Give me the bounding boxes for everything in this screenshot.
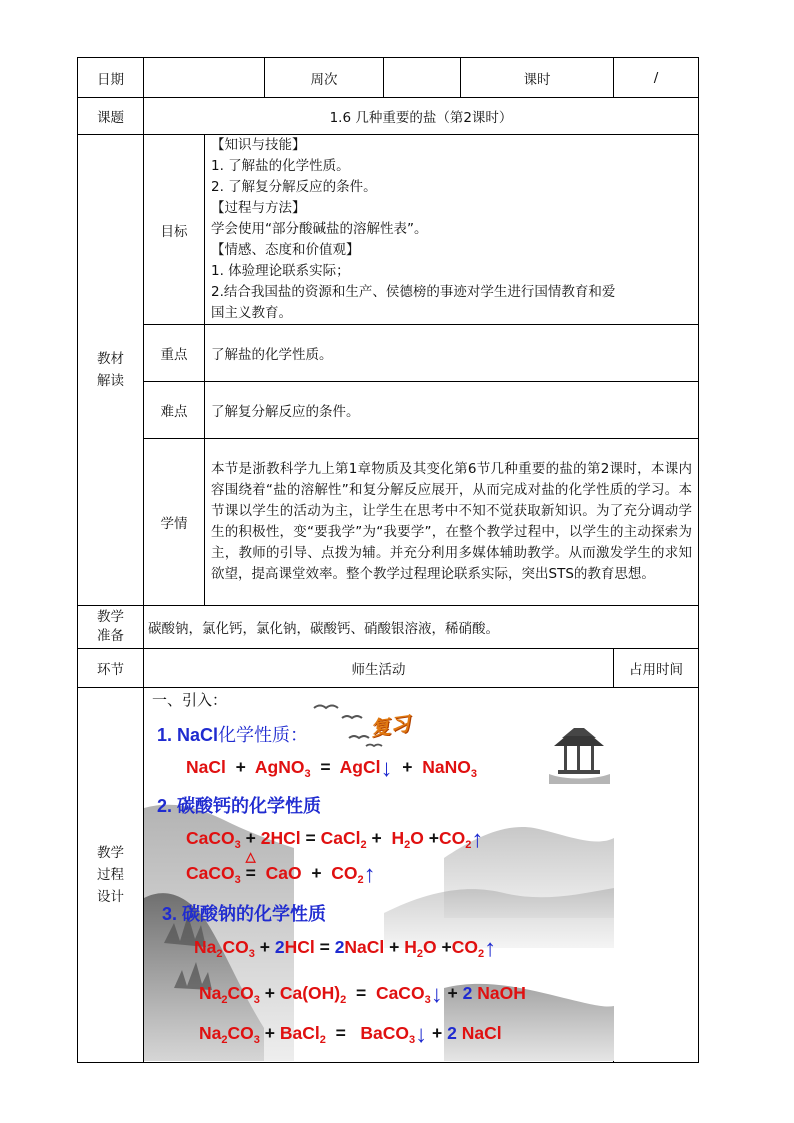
heading-na2co3: 3. 碳酸钠的化学性质 (162, 904, 327, 924)
preparation-label-line-2: 准备 (97, 628, 124, 644)
analysis-label-line-1: 教材 (97, 351, 124, 367)
key-point-value: 了解盐的化学性质。 (205, 325, 699, 382)
objective-line: 2. 了解复分解反应的条件。 (211, 179, 377, 195)
up-arrow-icon: ↑ (363, 861, 376, 888)
down-arrow-icon: ↓ (430, 981, 443, 1008)
heading-1-number: 1. (157, 725, 173, 745)
difficulty-value: 了解复分解反应的条件。 (205, 382, 699, 439)
sections-header-row (78, 649, 699, 688)
difficulty-row (78, 382, 699, 439)
process-row (78, 688, 699, 1063)
equation-caco3-hcl: CaCO$_3$ + 2HCl = CaCl$_2$ + $H_2O$ $+CO_2↑$ (186, 826, 484, 853)
analysis-label-line-2: 解读 (97, 373, 124, 389)
down-arrow-icon: ↓ (380, 755, 393, 782)
students-label: 学情 (144, 439, 205, 606)
difficulty-label: 难点 (144, 382, 205, 439)
objective-line: 【过程与方法】 (211, 200, 306, 216)
review-stamp: 复习 (368, 711, 412, 741)
bird-icon (314, 706, 338, 709)
preparation-label-line-1: 教学 (97, 609, 124, 625)
key-point-label: 重点 (144, 325, 205, 382)
up-arrow-icon: ↑ (471, 826, 484, 853)
objectives-content (205, 135, 699, 325)
week-label: 周次 (265, 58, 384, 98)
objective-line: 2.结合我国盐的资源和生产、侯德榜的事迹对学生进行国情教育和爱 (211, 284, 616, 300)
header-row (78, 58, 699, 98)
lesson-slide (144, 688, 614, 1061)
objective-line: 1. 了解盐的化学性质。 (211, 158, 350, 174)
period-label: 课时 (461, 58, 614, 98)
analysis-group-label (78, 135, 144, 606)
pavilion-icon (549, 728, 610, 784)
up-arrow-icon: ↑ (484, 935, 497, 962)
objectives-label: 目标 (144, 135, 205, 325)
heading-1-text: 化学性质： (218, 725, 309, 746)
date-label: 日期 (78, 58, 144, 98)
lesson-plan-table (77, 57, 699, 1063)
preparation-row (78, 606, 699, 649)
students-value: 本节是浙教科学九上第1章物质及其变化第6节几种重要的盐的第2课时，本课内容围绕着“盐的溶解性”和复分解反应展开，从而完成对盐的化学性质的学习。本节课以学生的活动为主，让学生在思考中不知不觉获取新知识。为了充分调动学生的积极性，变“要我学”为“我要学”，在整个教学过程中，以学生的主动探索为主，教师的引导、点拨为辅。并充分利用多媒体辅助教学。从而激发学生的求知欲望，提高课堂效率。整个教学过程理论联系实际，突出STS的教育思想。 (205, 439, 699, 606)
time-col-label: 占用时间 (614, 649, 699, 688)
activity-col-label: 师生活动 (144, 649, 614, 688)
intro-heading: 一、引入： (152, 691, 228, 709)
process-label-line-1: 教学 (97, 845, 124, 861)
heading-nacl (157, 721, 308, 747)
equation-nacl-agno3: NaCl + AgNO$_3$ = AgCl↓ + NaNO$_3$ (186, 755, 477, 782)
heat-symbol: △ (245, 849, 256, 864)
activity-cell (144, 688, 614, 1063)
preparation-label (78, 606, 144, 649)
objective-line: 国主义教育。 (211, 305, 292, 321)
objective-line: 【知识与技能】 (211, 137, 306, 153)
preparation-value: 碳酸钠，氯化钙，氯化钠，碳酸钙、硝酸银溶液，稀硝酸。 (144, 606, 699, 649)
period-value: / (614, 58, 699, 98)
process-label-line-3: 设计 (97, 889, 124, 905)
equation-na2co3-hcl: $Na_2CO_3 + 2HCl$ = 2NaCl + $H_2O$ $+CO_2↑$ (194, 935, 497, 962)
heading-caco3: 2. 碳酸钙的化学性质 (157, 796, 322, 816)
objective-line: 学会使用“部分酸碱盐的溶解性表”。 (211, 221, 428, 237)
objective-line: 1. 体验理论联系实际； (211, 263, 350, 279)
objective-line: 【情感、态度和价值观】 (211, 242, 360, 258)
week-value (384, 58, 461, 98)
topic-value: 1.6 几种重要的盐（第2课时） (144, 98, 699, 135)
equation-na2co3-bacl2: $Na_2CO_3$ + BaCl$_2$ = BaCO$_3$↓ + 2 NaCl (199, 1021, 502, 1048)
equation-na2co3-caoh2: $Na_2CO_3 + Ca(OH)_2$ = CaCO$_3$↓ + 2 NaOH (199, 981, 526, 1008)
topic-label: 课题 (78, 98, 144, 135)
students-row (78, 439, 699, 606)
down-arrow-icon: ↓ (415, 1021, 428, 1048)
process-label-line-2: 过程 (97, 867, 124, 883)
objectives-row (78, 135, 699, 325)
equation-caco3-decomposition: CaCO$_3$ = △ CaO + $CO_2↑$ (186, 849, 376, 888)
topic-row (78, 98, 699, 135)
section-col-label: 环节 (78, 649, 144, 688)
date-value (144, 58, 265, 98)
time-cell (614, 688, 699, 1063)
process-label (78, 688, 144, 1063)
key-point-row (78, 325, 699, 382)
heading-1-formula: NaCl (177, 725, 219, 745)
